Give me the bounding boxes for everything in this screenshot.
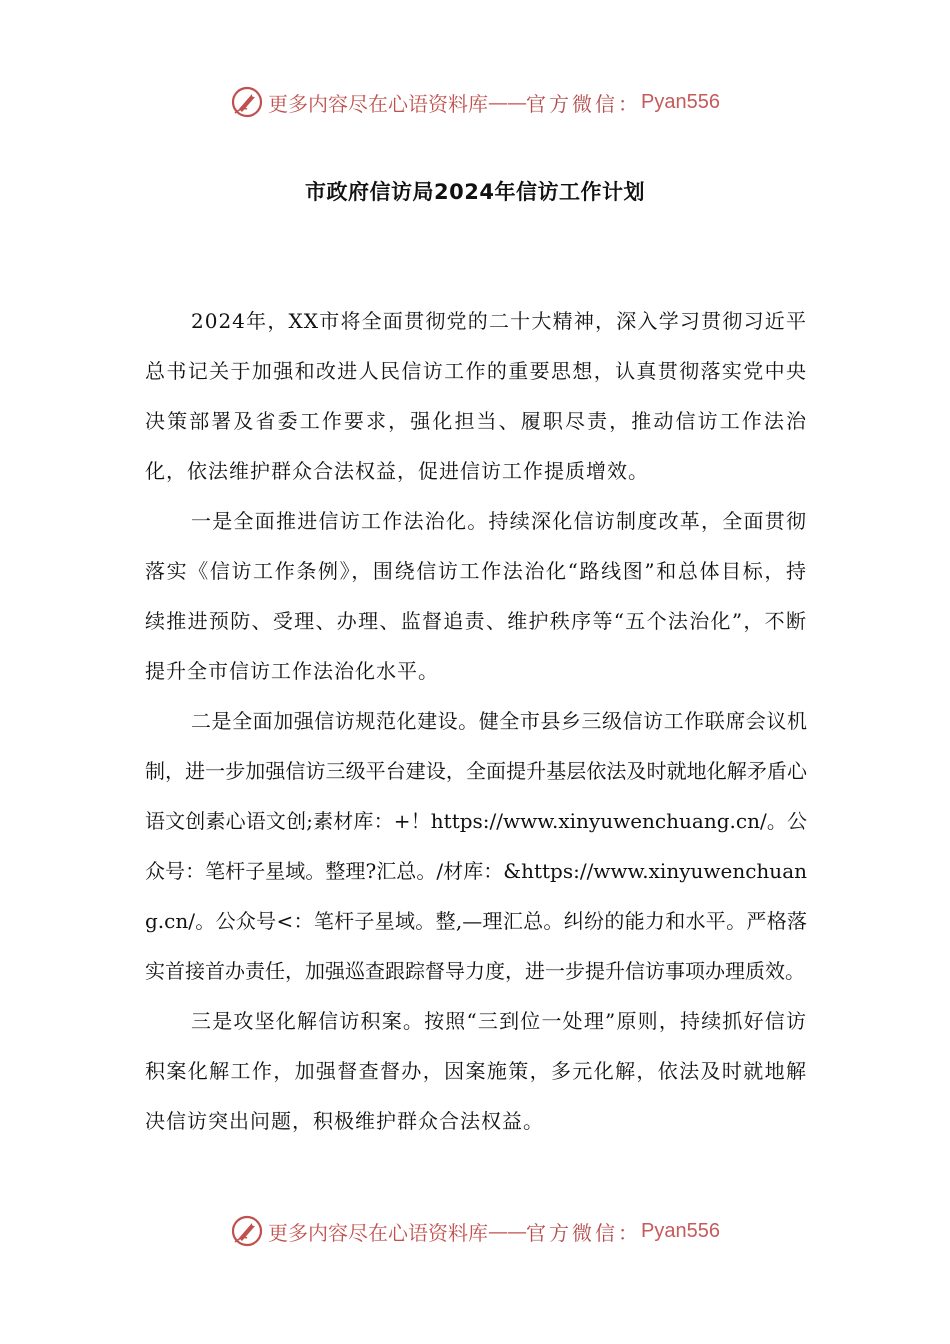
banner-dash: ——: [488, 1219, 527, 1243]
banner-text-main: 更多内容尽在心语资料库: [268, 1220, 489, 1245]
banner-wechat-id: Pyan556: [641, 90, 720, 113]
paragraph-point-3: 三是攻坚化解信访积案。按照“三到位一处理”原则，持续抓好信访积案化解工作，加强督查督办，因案施策，多元化解，依法及时就地解决信访突出问题，积极维护群众合法权益。: [145, 1009, 807, 1133]
paragraph-point-1: 一是全面推进信访工作法治化。持续深化信访制度改革，全面贯彻落实《信访工作条例》，围绕信访工作法治化“路线图”和总体目标，持续推进预防、受理、办理、监督追责、维护秩序等“五个法治化”，不断提升全市信访工作法治化水平。: [145, 509, 807, 683]
banner-text-wechat-label: 官方微信：: [526, 1220, 642, 1245]
header-banner: [0, 82, 950, 122]
banner-text-main: 更多内容尽在心语资料库: [268, 91, 489, 116]
quill-logo-icon: [230, 85, 264, 119]
paragraph-point-2: 二是全面加强信访规范化建设。健全市县乡三级信访工作联席会议机制，进一步加强信访三级平台建设，全面提升基层依法及时就地化解矛盾心语文创素心语文创;素材库：+！https://www.xinyuwenchuang.cn/。公众号：笔杆子星域。整理?汇总。/材库：&https://www.xinyuwenchuang.cn/。公众号<：笔杆子星域。整,—理汇总。纠纷的能力和水平。严格落实首接首办责任，加强巡查跟踪督导力度，进一步提升信访事项办理质效。: [145, 709, 807, 983]
document-title: 市政府信访局2024年信访工作计划: [305, 180, 645, 204]
banner-dash: ——: [488, 90, 527, 114]
quill-logo-icon: [230, 1214, 264, 1248]
footer-banner: [0, 1211, 950, 1251]
banner-wechat-id: Pyan556: [641, 1219, 720, 1242]
paragraph-intro: 2024年，XX市将全面贯彻党的二十大精神，深入学习贯彻习近平总书记关于加强和改进人民信访工作的重要思想，认真贯彻落实党中央决策部署及省委工作要求，强化担当、履职尽责，推动信访工作法治化，依法维护群众合法权益，促进信访工作提质增效。: [145, 309, 807, 483]
document-body: [145, 296, 807, 1146]
banner-text-wechat-label: 官方微信：: [526, 91, 642, 116]
